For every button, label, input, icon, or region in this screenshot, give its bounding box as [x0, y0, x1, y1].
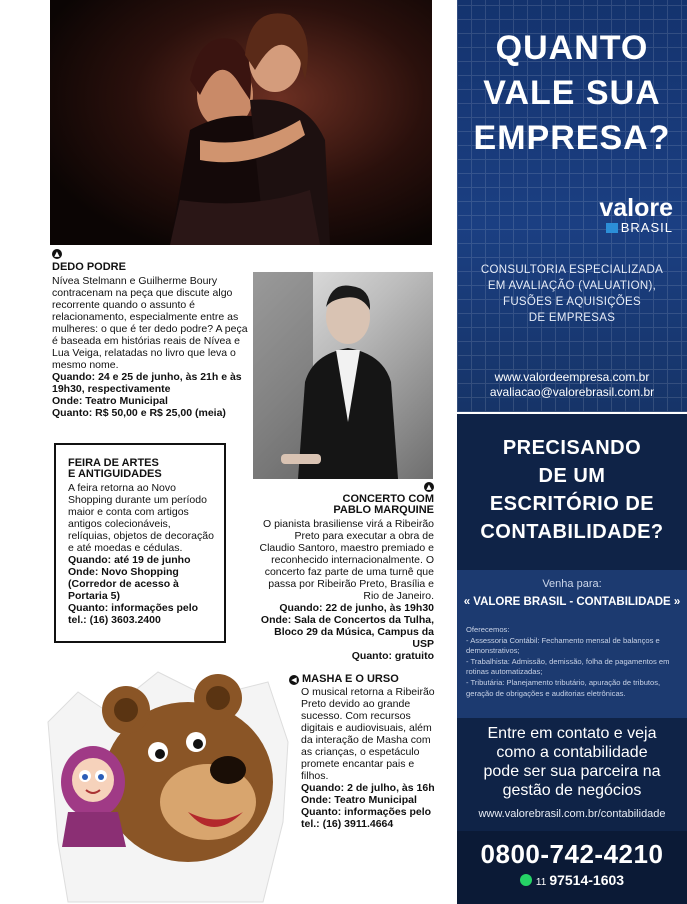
couple-illustration: [50, 0, 432, 245]
event-price: Quanto: informações pelo tel.: (16) 3911.4664: [301, 806, 432, 830]
logo-mark-icon: [606, 223, 618, 233]
ad-email-link[interactable]: avaliacao@valorebrasil.com.br: [489, 385, 655, 399]
masha-bear-illustration: [38, 662, 300, 904]
headline-line3: EMPRESA?: [473, 119, 671, 157]
pianist-photo: [253, 272, 433, 479]
services-line1: CONSULTORIA ESPECIALIZADA: [480, 264, 664, 276]
event-where: Onde: Teatro Municipal: [301, 794, 417, 806]
cta-line3: pode ser sua parceira na: [483, 763, 661, 780]
article-title: MASHA E O URSO: [302, 673, 399, 685]
event-when: Quando: 24 e 25 de junho, às 21h e às 19h30, respectivamente: [52, 371, 242, 395]
whatsapp-number: 97514-1603: [549, 872, 625, 888]
valuation-ad[interactable]: [457, 0, 687, 412]
ad-cta: [457, 724, 687, 800]
event-where: Onde: Novo Shopping (Corredor de acesso à Portaria 5): [68, 566, 179, 602]
article-body: O musical retorna a Ribeirão Preto devido ao grande sucesso. Com recursos digitais e audiovisuais, além da interação de Masha com as crianças, o espetáculo promete encantar pais e filhos.: [301, 686, 435, 782]
logo-subtitle-text: BRASIL: [620, 220, 673, 235]
ad-contacts: [457, 370, 687, 400]
concerto-article: [256, 476, 434, 662]
offer-item: - Tributária: Planejamento tributário, apuração de tributos, geração de obrigações e auditorias eletrônicas.: [466, 677, 661, 698]
article-title-line1: CONCERTO COM: [342, 493, 434, 505]
article-body: Nívea Stelmann e Guilherme Boury contracenam na peça que discute algo recorrente quando o assunto é relacionamento, especialmente entre as mulheres: o que é ter dedo podre? A peça é baseada em histórias reais de Nívea e Lua Veiga, relatadas no livro que leva o mesmo nome.: [52, 275, 248, 371]
feira-article-box: [54, 443, 226, 643]
headline-line2: DE UM: [538, 465, 606, 487]
ad-website-link[interactable]: www.valorebrasil.com.br/contabilidade: [478, 808, 666, 820]
ad-services: [457, 262, 687, 326]
services-line4: DE EMPRESAS: [528, 312, 616, 324]
event-when: Quando: 22 de junho, às 19h30: [279, 602, 434, 614]
whatsapp-icon: [520, 874, 532, 886]
headline-line1: QUANTO: [495, 29, 649, 67]
ad-headline: [457, 26, 687, 161]
article-title: DEDO PODRE: [52, 261, 126, 273]
offer-title: Oferecemos:: [466, 625, 510, 634]
cartoon-bear-and-girl: [38, 662, 300, 904]
ad-website-link[interactable]: www.valordeempresa.com.br: [494, 370, 650, 384]
brand-label: « VALORE BRASIL - CONTABILIDADE »: [463, 596, 681, 608]
cta-line1: Entre em contato e veja: [487, 725, 657, 742]
valore-logo: [599, 195, 673, 235]
article-title-line2: E ANTIGUIDADES: [68, 468, 162, 480]
offer-item: - Assessoria Contábil: Fechamento mensal de balanços e demonstrativos;: [466, 635, 660, 656]
venha-label: Venha para:: [542, 578, 602, 590]
headline-line1: PRECISANDO: [502, 437, 642, 459]
logo-subtitle: [599, 221, 673, 235]
arrow-up-icon: ▲: [52, 249, 62, 259]
headline-line4: CONTABILIDADE?: [480, 521, 664, 543]
theater-photo-dedo-podre: [50, 0, 432, 245]
article-body: O pianista brasiliense virá a Ribeirão Preto para executar a obra de Claudio Santoro, maestro premiado e reconhecido internacionalmente. O concerto faz parte de uma turnê que passa por Ribeirão Preto, Brasília e Rio de Janeiro.: [259, 518, 434, 602]
headline-line3: ESCRITÓRIO DE: [489, 493, 655, 515]
cta-line2: como a contabilidade: [496, 744, 648, 761]
event-price: Quanto: R$ 50,00 e R$ 25,00 (meia): [52, 407, 226, 419]
masha-article: [289, 674, 439, 830]
offer-item: - Trabalhista: Admissão, demissão, folha de pagamentos em rotinas automatizadas;: [466, 656, 670, 677]
services-line2: EM AVALIAÇÃO (VALUATION),: [487, 280, 657, 292]
article-title-line2: PABLO MARQUINE: [333, 504, 434, 516]
event-price: Quanto: informações pelo tel.: (16) 3603.2400: [68, 602, 199, 626]
pianist-illustration: [253, 272, 433, 479]
event-price: Quanto: gratuito: [351, 650, 434, 662]
article-body: A feira retorna ao Novo Shopping durante um período maior e conta com artigos antigos colecionáveis, relíquias, objetos de decoração e até moedas e cédulas.: [68, 482, 214, 554]
whatsapp-ddd: 11: [535, 877, 547, 888]
event-where: Onde: Sala de Concertos da Tulha, Bloco 29 da Música, Campus da USP: [260, 614, 434, 650]
arrow-left-icon: ◀: [289, 675, 299, 685]
article-title-line1: FEIRA DE ARTES: [68, 457, 159, 469]
event-where: Onde: Teatro Municipal: [52, 395, 168, 407]
cta-line4: gestão de negócios: [502, 782, 642, 799]
whatsapp-contact[interactable]: [457, 872, 687, 888]
phone-number[interactable]: 0800-742-4210: [480, 839, 664, 869]
ad-headline: [457, 434, 687, 546]
logo-word: valore: [599, 194, 673, 222]
masha-title-row: [289, 674, 439, 685]
headline-line2: VALE SUA: [483, 74, 661, 112]
event-when: Quando: 2 de julho, às 16h: [301, 782, 435, 794]
offer-list: [466, 625, 680, 699]
arrow-up-icon: ▲: [424, 482, 434, 492]
dedo-podre-article: [52, 243, 252, 419]
contabilidade-ad[interactable]: [457, 414, 687, 904]
event-when: Quando: até 19 de junho: [68, 554, 191, 566]
services-line3: FUSÕES E AQUISIÇÕES: [503, 296, 641, 308]
